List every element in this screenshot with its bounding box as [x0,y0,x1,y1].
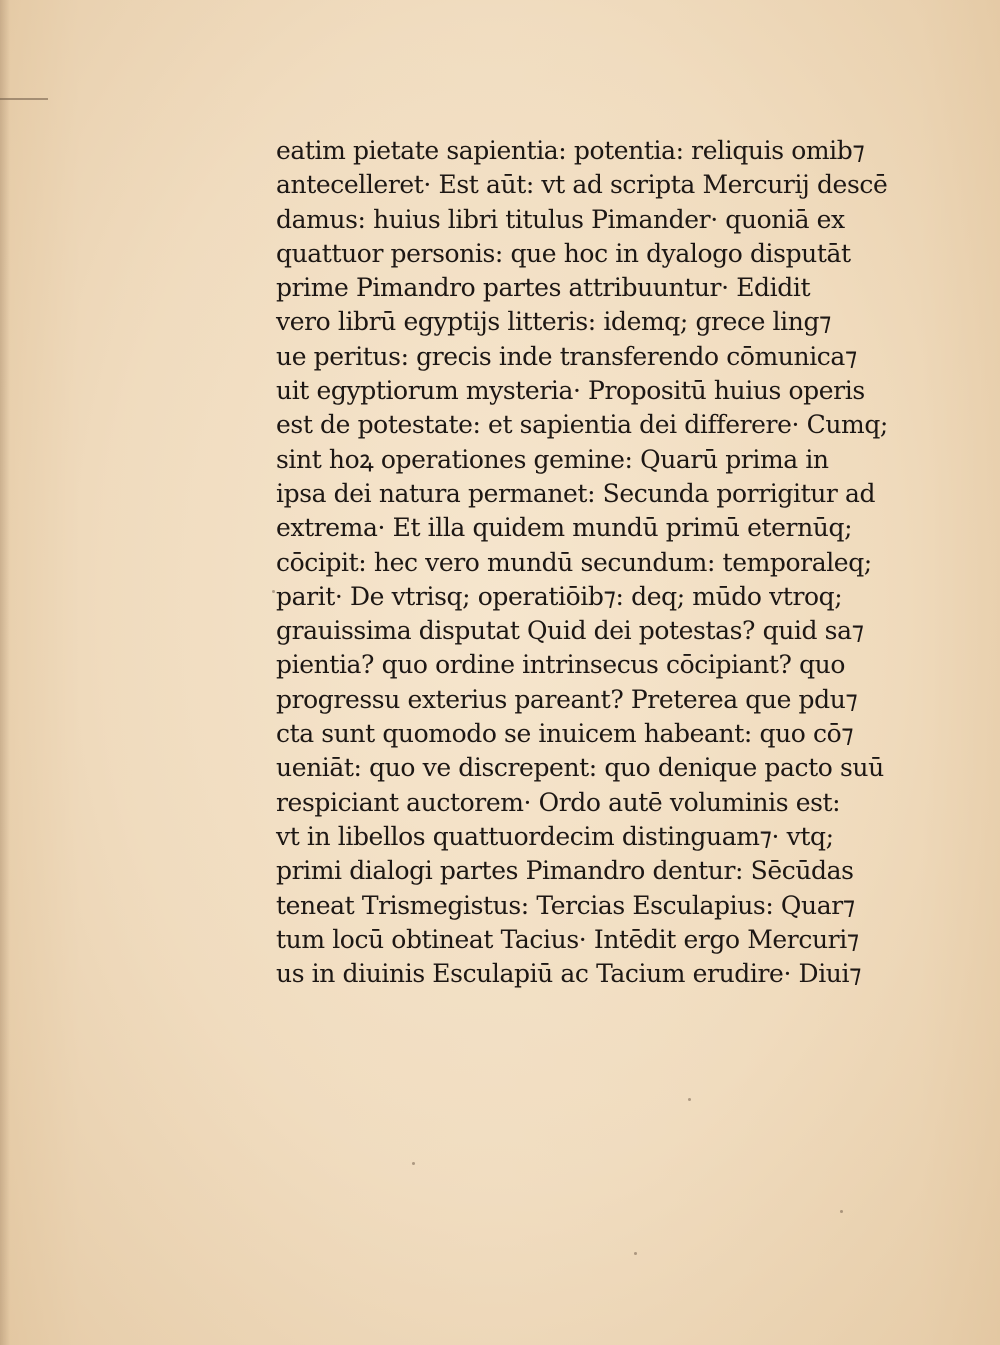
text-line: grauissima disputat Quid dei potestas? quid sa⁊ [276,616,864,646]
page-edge-mark [0,98,48,100]
text-line: ipsa dei natura permanet: Secunda porrigitur ad [276,478,876,508]
text-line: extrema· Et illa quidem mundū primū eternūq; [276,513,853,543]
page-edge-shadow [0,0,10,1345]
text-line: eatim pietate sapientia: potentia: reliquis omib⁊ [276,136,865,165]
text-line: progressu exterius pareant? Preterea que pdu⁊ [276,684,858,714]
text-line: vt in libellos quattuordecim distinguam⁊· vtq; [276,821,834,851]
text-line: ue peritus: grecis inde transferendo cōmunica⁊ [276,341,857,371]
text-line: est de potestate: et sapientia dei differere· Cumq; [276,410,888,440]
text-line: us in diuinis Esculapiū ac Tacium erudire· Diui⁊ [276,959,862,989]
text-line: antecelleret· Est aūt: vt ad scripta Mercurij descē [276,170,888,200]
text-line: ueniāt: quo ve discrepent: quo denique pacto suū [276,753,884,783]
text-line: prime Pimandro partes attribuuntur· Edidit [276,273,811,303]
text-line: vero librū egyptijs litteris: idemq; grece ling⁊ [276,307,832,337]
text-line: cta sunt quomodo se inuicem habeant: quo cō⁊ [276,719,854,749]
text-line: sint hoꝝ operationes gemine: Quarū prima in [276,444,829,474]
text-line: primi dialogi partes Pimandro dentur: Sēcūdas [276,856,854,886]
text-line: pientia? quo ordine intrinsecus cōcipiant? quo [276,650,846,680]
text-line: parit· De vtrisq; operatiōib⁊: deq; mūdo vtroq; [276,581,843,611]
text-line: tum locū obtineat Tacius· Intēdit ergo Mercuri⁊ [276,924,859,954]
text-line: damus: huius libri titulus Pimander· quoniā ex [276,204,845,234]
text-line: respiciant auctorem· Ordo autē voluminis est: [276,787,841,817]
text-line: cōcipit: hec vero mundū secundum: temporaleq; [276,547,872,577]
text-line: uit egyptiorum mysteria· Propositū huius operis [276,376,865,406]
text-line: quattuor personis: que hoc in dyalogo disputāt [276,238,851,268]
text-line: teneat Trismegistus: Tercias Esculapius: Quar⁊ [276,890,855,920]
body-text [276,134,896,991]
